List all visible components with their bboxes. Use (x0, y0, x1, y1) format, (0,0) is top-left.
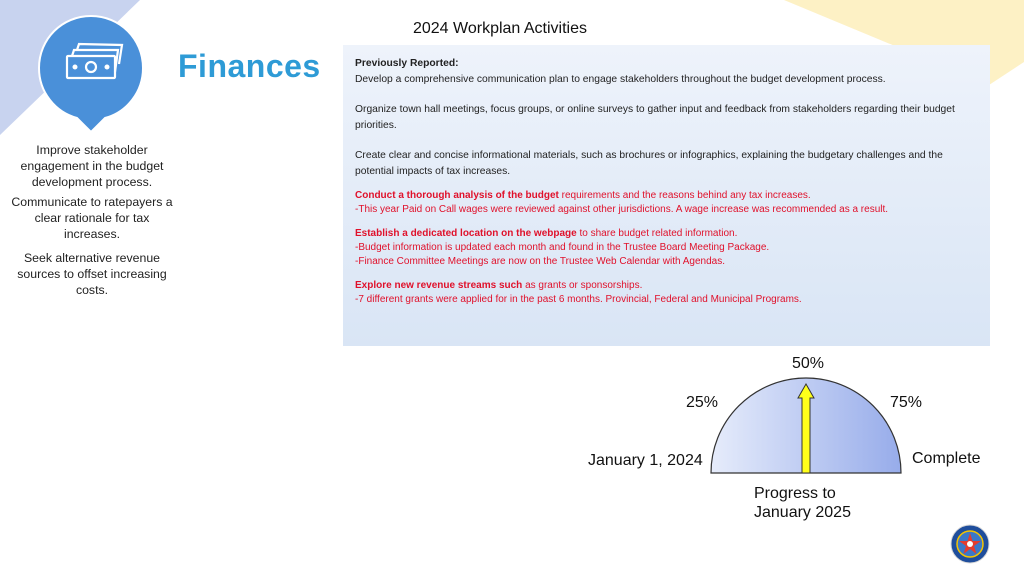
gauge-label-start: January 1, 2024 (588, 452, 703, 469)
update-webpage: Establish a dedicated location on the webpage to share budget related information. -Budget information is updated each month and found in the Trustee Board Meeting Package. -Finance Committee Meetings are now on the Trustee Web Calendar with Agendas. (355, 228, 770, 267)
update-detail: -Budget information is updated each month and found in the Trustee Board Meeting Package. (355, 242, 770, 253)
update-detail: -Finance Committee Meetings are now on the Trustee Web Calendar with Agendas. (355, 256, 726, 267)
slide-title: 2024 Workplan Activities (412, 20, 587, 37)
gauge-label-50: 50% (792, 355, 825, 372)
update-revenue-streams: Explore new revenue streams such as grants or sponsorships. -7 different grants were applied for in the past 6 months. Provincial, Federal and Municipal Programs. (355, 280, 802, 305)
panel-heading: Previously Reported: (355, 58, 459, 69)
update-detail: -This year Paid on Call wages were reviewed against other jurisdictions. A wage increase was recommended as a result. (355, 204, 889, 215)
gauge-caption: Progress to January 2025 (754, 485, 851, 521)
section-title: Finances (178, 48, 321, 84)
gauge-label-75: 75% (890, 394, 923, 411)
progress-gauge (700, 370, 923, 480)
panel-item: Organize town hall meetings, focus groups, or online surveys to gather input and feedback from stakeholders regarding their budget priorities. (355, 104, 955, 131)
panel-item: Create clear and concise informational materials, such as brochures or infographics, explaining the budgetary challenges and the potential impacts of tax increases. (355, 150, 943, 177)
update-detail: -7 different grants were applied for in the past 6 months. Provincial, Federal and Municipal Programs. (355, 294, 802, 305)
goal-tax-rationale: Communicate to ratepayers a clear rationale for tax increases. (11, 195, 173, 241)
workplan-panel (343, 45, 990, 346)
update-budget-analysis: Conduct a thorough analysis of the budget requirements and the reasons behind any tax increases. -This year Paid on Call wages were reviewed against other jurisdictions. A wage increase was recommended as a result. (355, 190, 889, 215)
organization-logo (950, 524, 990, 564)
finances-badge (30, 12, 152, 134)
goal-revenue-sources: Seek alternative revenue sources to offset increasing costs. (17, 251, 167, 297)
gauge-label-25: 25% (686, 394, 719, 411)
panel-item: Develop a comprehensive communication plan to engage stakeholders throughout the budget development process. (355, 73, 886, 85)
gauge-label-end: Complete (912, 450, 981, 467)
goal-stakeholder-engagement: Improve stakeholder engagement in the budget development process. (20, 143, 164, 189)
